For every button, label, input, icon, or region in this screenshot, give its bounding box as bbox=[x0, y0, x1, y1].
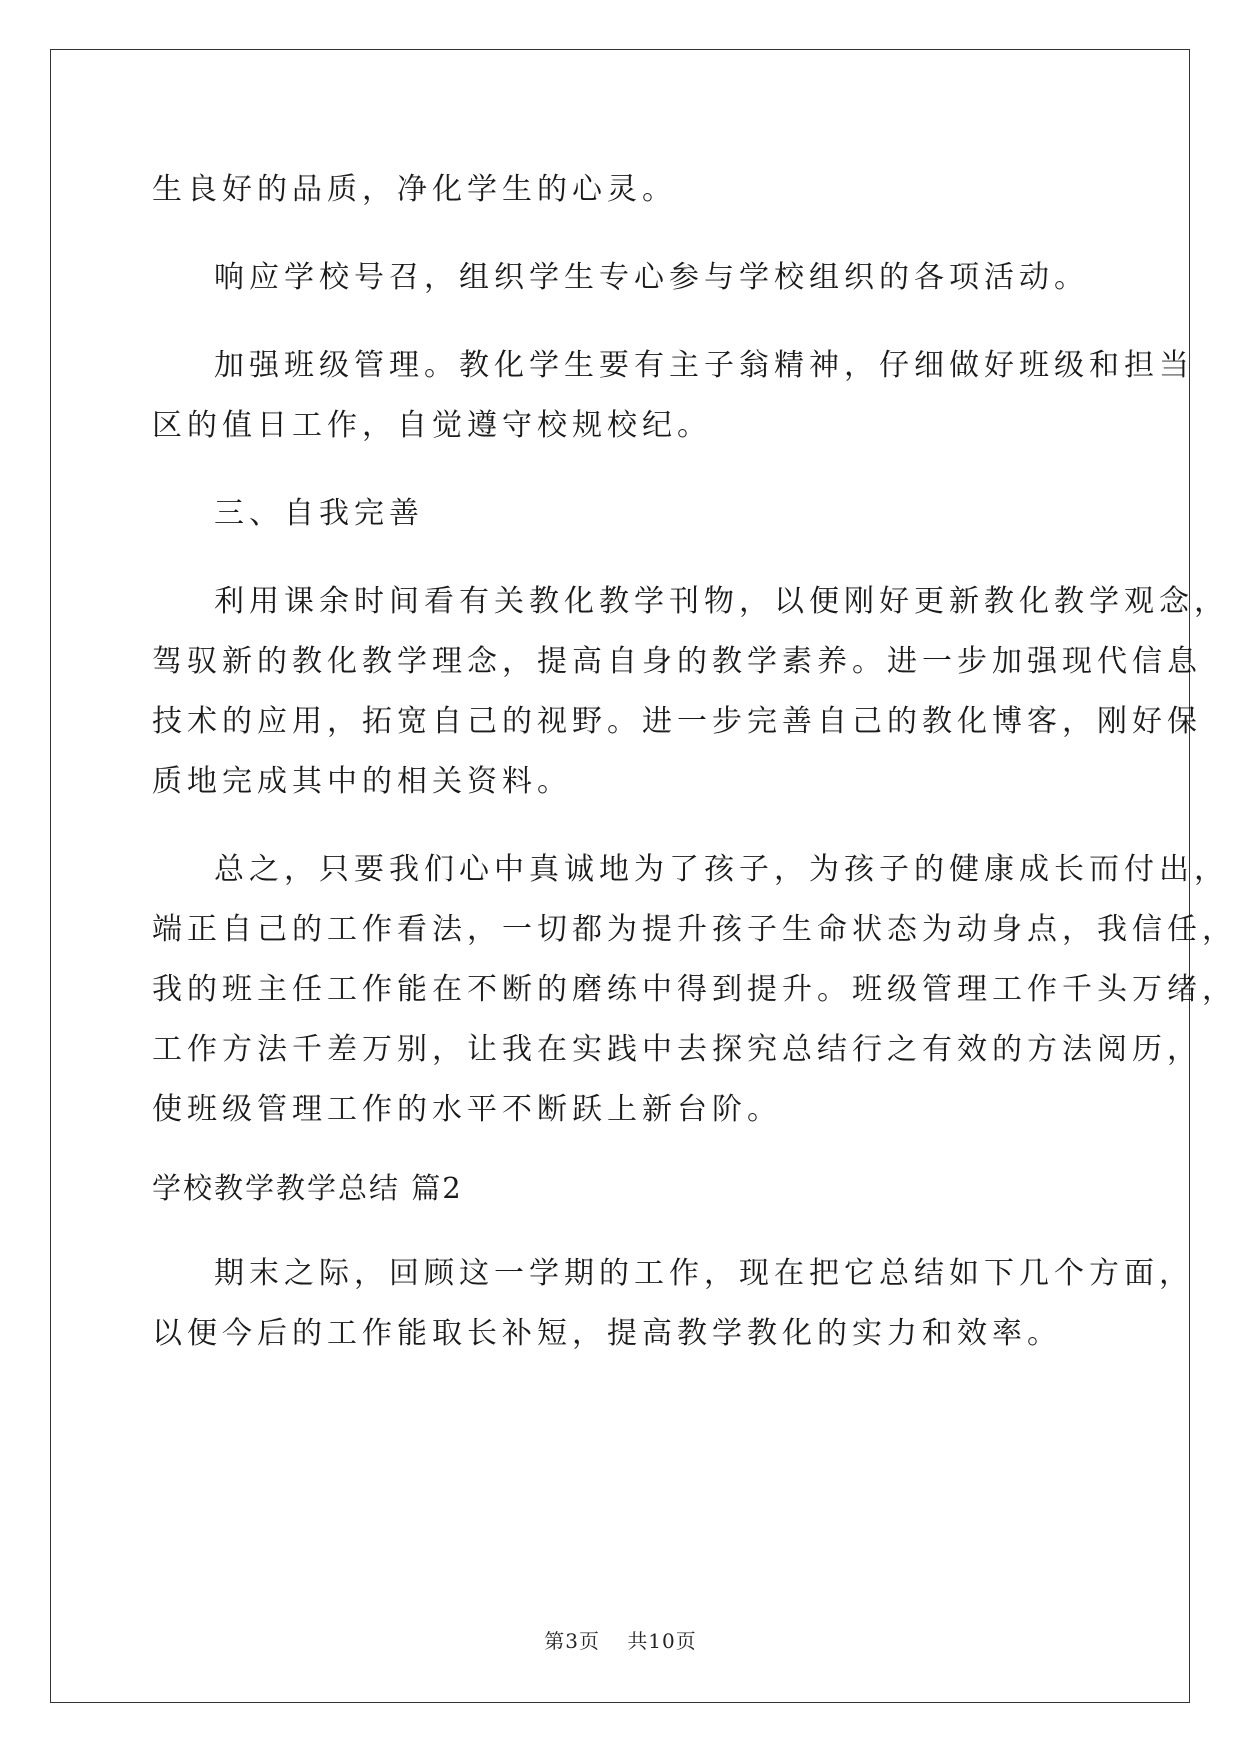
paragraph-line: 总之，只要我们心中真诚地为了孩子，为孩子的健康成长而付出， bbox=[214, 852, 1229, 887]
paragraph-line: 三、自我完善 bbox=[214, 496, 424, 531]
paragraph-line: 质地完成其中的相关资料。 bbox=[152, 764, 572, 799]
paragraph-line: 期末之际，回顾这一学期的工作，现在把它总结如下几个方面， bbox=[214, 1256, 1194, 1291]
paragraph-line: 我的班主任工作能在不断的磨练中得到提升。班级管理工作千头万绪， bbox=[152, 972, 1237, 1007]
page-total: 共10页 bbox=[627, 1629, 697, 1653]
paragraph-line: 工作方法千差万别，让我在实践中去探究总结行之有效的方法阅历， bbox=[152, 1032, 1202, 1067]
paragraph bbox=[152, 160, 1092, 220]
paragraph bbox=[152, 1244, 1194, 1364]
page-number: 第3页 bbox=[544, 1629, 600, 1653]
paragraph bbox=[152, 840, 1237, 1140]
paragraph-line: 响应学校号召，组织学生专心参与学校组织的各项活动。 bbox=[214, 260, 1089, 295]
paragraph bbox=[152, 484, 1092, 544]
paragraph-line: 端正自己的工作看法，一切都为提升孩子生命状态为动身点，我信任， bbox=[152, 912, 1237, 947]
paragraph bbox=[152, 336, 1194, 456]
paragraph-line: 利用课余时间看有关教化教学刊物，以便刚好更新教化教学观念， bbox=[214, 584, 1229, 619]
paragraph-line: 驾驭新的教化教学理念，提高自身的教学素养。进一步加强现代信息 bbox=[152, 644, 1202, 679]
paragraph-line: 生良好的品质，净化学生的心灵。 bbox=[152, 172, 677, 207]
paragraph bbox=[152, 572, 1229, 812]
paragraph bbox=[152, 248, 1092, 308]
paragraph-line: 加强班级管理。教化学生要有主子翁精神，仔细做好班级和担当 bbox=[214, 348, 1194, 383]
paragraph-line: 使班级管理工作的水平不断跃上新台阶。 bbox=[152, 1092, 782, 1127]
page-footer bbox=[0, 1625, 1241, 1654]
section-title: 学校教学教学总结 篇2 bbox=[152, 1171, 463, 1205]
paragraph-line: 以便今后的工作能取长补短，提高教学教化的实力和效率。 bbox=[152, 1316, 1062, 1351]
paragraph-line: 区的值日工作，自觉遵守校规校纪。 bbox=[152, 408, 712, 443]
document-body bbox=[152, 160, 1237, 1392]
paragraph-line: 技术的应用，拓宽自己的视野。进一步完善自己的教化博客，刚好保 bbox=[152, 704, 1202, 739]
paragraphs-after bbox=[152, 1244, 1194, 1364]
paragraphs-before bbox=[152, 160, 1237, 1140]
